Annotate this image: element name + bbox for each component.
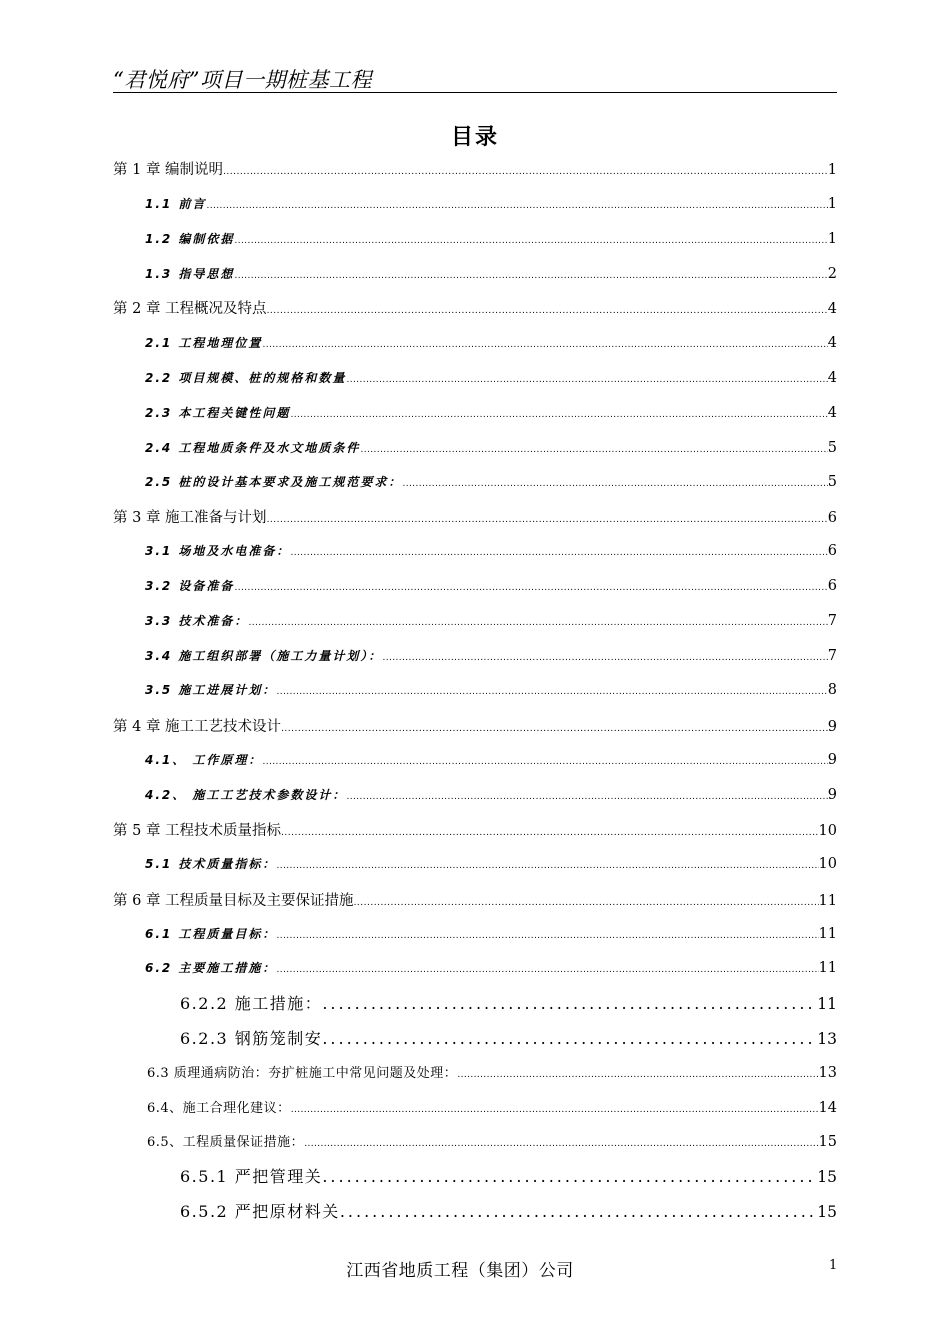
toc-leader (290, 410, 827, 420)
toc-label: 第 2 章 工程概况及特点 (113, 301, 267, 317)
toc-label: 3.1 场地及水电准备： (145, 544, 291, 558)
toc-leader (206, 201, 827, 211)
toc-page: 15 (817, 1203, 837, 1221)
toc-page: 11 (818, 926, 837, 942)
toc-entry-6-2[interactable] (145, 959, 837, 976)
toc-page: 6 (827, 543, 837, 559)
toc-leader (354, 898, 819, 908)
toc-label: 3.3 技术准备： (145, 614, 249, 628)
toc-label: 6.5、工程质量保证措施： (147, 1135, 305, 1150)
toc-page: 7 (827, 648, 837, 664)
toc-entry-3-4[interactable] (145, 647, 837, 664)
toc-label: 1.1 前言 (145, 197, 207, 211)
toc-page: 10 (818, 823, 837, 839)
toc-entry-chapter-3[interactable] (113, 506, 837, 527)
toc-entry-3-2[interactable] (145, 577, 837, 594)
toc-leader (346, 792, 827, 802)
toc-label: 6.2.3 钢筋笼制安 (180, 1029, 323, 1048)
toc-page: 6 (827, 578, 837, 594)
toc-entry-chapter-5[interactable] (113, 819, 837, 840)
toc-entry-1-2[interactable] (145, 230, 837, 247)
toc-entry-2-3[interactable] (145, 404, 837, 421)
toc-page: 1 (827, 231, 837, 247)
toc-page: 4 (827, 301, 837, 317)
toc-page: 14 (818, 1100, 837, 1116)
toc-entry-2-4[interactable] (145, 439, 837, 456)
toc-label: 3.2 设备准备 (145, 579, 235, 593)
toc-entry-3-1[interactable] (145, 542, 837, 559)
toc-leader (281, 724, 828, 734)
toc-leader (234, 583, 827, 593)
toc-leader (276, 687, 827, 697)
toc-leader (322, 994, 817, 1013)
toc-page: 9 (827, 752, 837, 768)
toc-leader (457, 1070, 818, 1080)
toc-label: 6.2.2 施工措施： (180, 994, 323, 1013)
toc-page: 15 (818, 1134, 837, 1150)
toc-leader (276, 931, 818, 941)
toc-label: 6.5.2 严把原材料关 (180, 1202, 340, 1221)
toc-leader (276, 965, 818, 975)
toc-leader (267, 515, 828, 525)
toc-leader (234, 271, 827, 281)
toc-leader (262, 757, 827, 767)
toc-label: 6.3 质理通病防治：夯扩桩施工中常见问题及处理： (147, 1066, 458, 1081)
toc-leader (248, 618, 827, 628)
toc-page: 4 (827, 335, 837, 351)
toc-page: 1 (827, 196, 837, 212)
toc-page: 4 (827, 370, 837, 386)
toc-page: 15 (817, 1168, 837, 1186)
toc-entry-6-5-1[interactable] (180, 1164, 837, 1187)
toc-leader (382, 653, 827, 663)
toc-label: 第 5 章 工程技术质量指标 (113, 823, 282, 839)
toc-label: 1.3 指导思想 (145, 267, 235, 281)
toc-page: 5 (827, 474, 837, 490)
toc-page: 13 (817, 1030, 837, 1048)
toc-label: 第 1 章 编制说明 (113, 162, 224, 178)
toc-page: 11 (818, 893, 837, 909)
toc-entry-3-3[interactable] (145, 612, 837, 629)
toc-leader (276, 861, 818, 871)
toc-entry-4-1[interactable] (145, 751, 837, 768)
toc-leader (402, 479, 827, 489)
toc-label: 6.1 工程质量目标： (145, 927, 277, 941)
toc-entry-4-2[interactable] (145, 786, 837, 803)
toc-leader (304, 1139, 818, 1149)
toc-label: 5.1 技术质量指标： (145, 857, 277, 871)
toc-entry-6-1[interactable] (145, 925, 837, 942)
toc-label: 2.4 工程地质条件及水文地质条件 (145, 441, 361, 455)
toc-page: 8 (827, 682, 837, 698)
toc-entry-6-5[interactable] (147, 1131, 837, 1150)
toc-label: 1.2 编制依据 (145, 232, 235, 246)
toc-label: 6.4、施工合理化建议： (147, 1101, 291, 1116)
toc-entry-6-2-3[interactable] (180, 1026, 837, 1049)
toc-leader (340, 1202, 817, 1221)
toc-page: 9 (827, 719, 837, 735)
toc-entry-chapter-4[interactable] (113, 715, 837, 736)
toc-page: 6 (827, 510, 837, 526)
toc-leader (322, 1167, 817, 1186)
toc-leader (291, 1105, 819, 1115)
header-rule (113, 92, 837, 93)
toc-page: 4 (827, 405, 837, 421)
toc-label: 3.5 施工进展计划： (145, 683, 277, 697)
toc-leader (223, 167, 828, 177)
toc-page: 7 (827, 613, 837, 629)
toc-entry-6-5-2[interactable] (180, 1199, 837, 1222)
toc-label: 3.4 施工组织部署（施工力量计划）： (145, 649, 383, 663)
header-title: “君悦府”项目一期桩基工程 (113, 68, 372, 92)
toc-label: 2.1 工程地理位置 (145, 336, 263, 350)
toc-label: 第 6 章 工程质量目标及主要保证措施 (113, 893, 354, 909)
footer-company-name: 江西省地质工程（集团）公司 (346, 1261, 574, 1281)
toc-entry-1-3[interactable] (145, 265, 837, 282)
toc-label: 2.3 本工程关键性问题 (145, 406, 291, 420)
toc-entry-1-1[interactable] (145, 195, 837, 212)
toc-page: 1 (827, 162, 837, 178)
toc-leader (234, 236, 827, 246)
toc-label: 6.5.1 严把管理关 (180, 1167, 323, 1186)
toc-label: 6.2 主要施工措施： (145, 961, 277, 975)
toc-leader (290, 548, 827, 558)
toc-entry-3-5[interactable] (145, 681, 837, 698)
toc-label: 第 4 章 施工工艺技术设计 (113, 719, 282, 735)
toc-entry-2-5[interactable] (145, 473, 837, 490)
toc-page: 10 (818, 856, 837, 872)
footer-page-number: 1 (829, 1258, 838, 1273)
toc-label: 第 3 章 施工准备与计划 (113, 510, 267, 526)
toc-leader (267, 306, 828, 316)
toc-label: 4.2、 施工工艺技术参数设计： (145, 788, 347, 802)
toc-label: 2.5 桩的设计基本要求及施工规范要求： (145, 475, 403, 489)
toc-entry-chapter-6[interactable] (113, 889, 837, 910)
toc-leader (346, 375, 827, 385)
toc-entry-6-3[interactable] (147, 1062, 837, 1081)
toc-page: 11 (818, 960, 837, 976)
toc-leader (281, 828, 818, 838)
document-title: 目录 (450, 125, 499, 150)
toc-entry-chapter-2[interactable] (113, 297, 837, 318)
toc-entry-chapter-1[interactable] (113, 158, 837, 179)
toc-page: 5 (827, 440, 837, 456)
toc-entry-5-1[interactable] (145, 855, 837, 872)
toc-label: 4.1、 工作原理： (145, 753, 263, 767)
toc-leader (262, 340, 827, 350)
toc-leader (322, 1029, 817, 1048)
toc-leader (360, 445, 827, 455)
toc-page: 2 (827, 266, 837, 282)
toc-entry-6-2-2[interactable] (180, 991, 837, 1014)
toc-page: 11 (817, 995, 837, 1013)
toc-entry-2-2[interactable] (145, 369, 837, 386)
toc-page: 13 (818, 1065, 837, 1081)
toc-entry-2-1[interactable] (145, 334, 837, 351)
toc-label: 2.2 项目规模、桩的规格和数量 (145, 371, 347, 385)
toc-entry-6-4[interactable] (147, 1097, 837, 1116)
toc-page: 9 (827, 787, 837, 803)
